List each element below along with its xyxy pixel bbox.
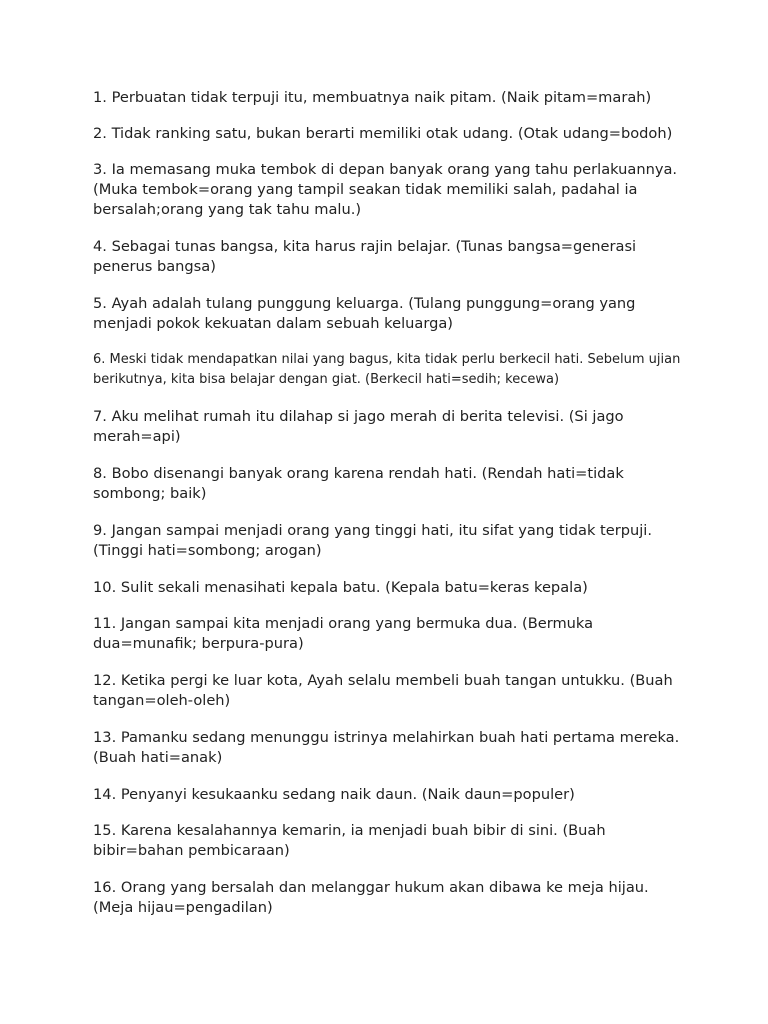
list-item: 7. Aku melihat rumah itu dilahap si jago merah di berita televisi. (Si jago merah=api) xyxy=(93,408,624,445)
list-item: 16. Orang yang bersalah dan melanggar hukum akan dibawa ke meja hijau. (Meja hijau=pengadilan) xyxy=(93,879,649,916)
list-item: 5. Ayah adalah tulang punggung keluarga. (Tulang punggung=orang yang menjadi pokok kekuatan dalam sebuah keluarga) xyxy=(93,295,636,332)
list-item: 8. Bobo disenangi banyak orang karena rendah hati. (Rendah hati=tidak sombong; baik) xyxy=(93,465,624,502)
list-item: 9. Jangan sampai menjadi orang yang tinggi hati, itu sifat yang tidak terpuji. (Tinggi hati=sombong; arogan) xyxy=(93,522,652,559)
list-item: 2. Tidak ranking satu, bukan berarti memiliki otak udang. (Otak udang=bodoh) xyxy=(93,125,673,142)
list-item: 11. Jangan sampai kita menjadi orang yang bermuka dua. (Bermuka dua=munafik; berpura-pura) xyxy=(93,615,594,652)
list-item: 15. Karena kesalahannya kemarin, ia menjadi buah bibir di sini. (Buah bibir=bahan pembicaraan) xyxy=(93,822,606,859)
list-item: 10. Sulit sekali menasihati kepala batu. (Kepala batu=keras kepala) xyxy=(93,579,588,596)
list-item: 14. Penyanyi kesukaanku sedang naik daun. (Naik daun=populer) xyxy=(93,786,575,803)
list-item: 1. Perbuatan tidak terpuji itu, membuatnya naik pitam. (Naik pitam=marah) xyxy=(93,89,652,106)
list-item: 6. Meski tidak mendapatkan nilai yang bagus, kita tidak perlu berkecil hati. Sebelum ujian berikutnya, kita bisa belajar dengan giat. (Berkecil hati=sedih; kecewa) xyxy=(93,352,681,387)
list-item: 12. Ketika pergi ke luar kota, Ayah selalu membeli buah tangan untukku. (Buah tangan=oleh-oleh) xyxy=(93,672,673,709)
list-item: 4. Sebagai tunas bangsa, kita harus rajin belajar. (Tunas bangsa=generasi penerus bangsa) xyxy=(93,238,637,275)
list-item: 3. Ia memasang muka tembok di depan banyak orang yang tahu perlakuannya. (Muka tembok=orang yang tampil seakan tidak memiliki salah, padahal ia bersalah;orang yang tak tahu malu.) xyxy=(93,161,678,218)
list-item: 13. Pamanku sedang menunggu istrinya melahirkan buah hati pertama mereka. (Buah hati=anak) xyxy=(93,729,680,766)
